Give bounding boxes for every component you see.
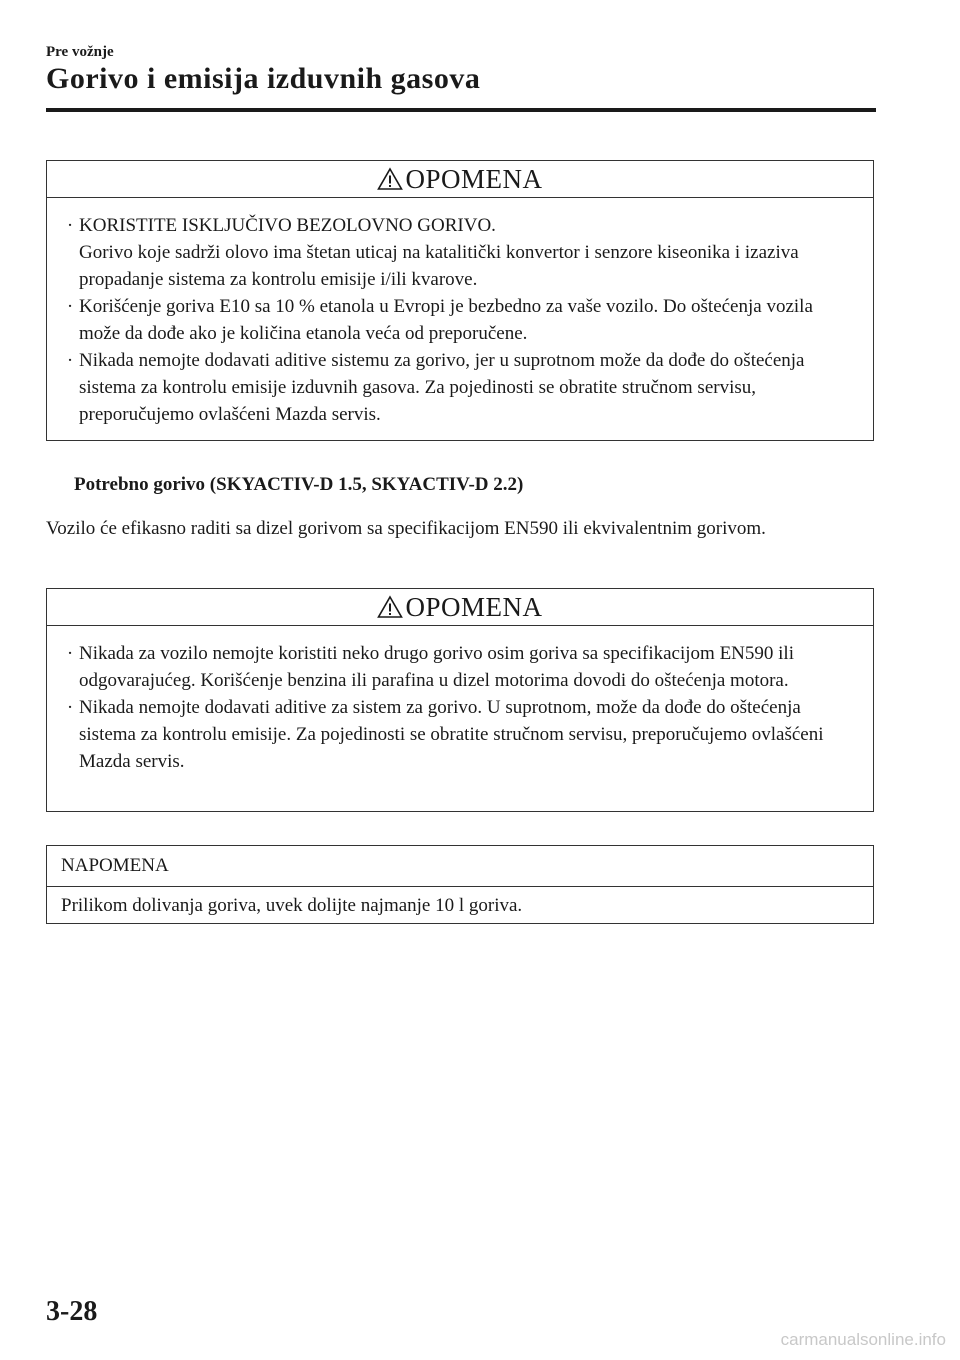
warning-item [61,694,853,775]
warning-item [61,347,853,428]
warning-item [61,212,853,293]
warning-box-1 [46,160,874,441]
warning-item-text: Korišćenje goriva E10 sa 10 % etanola u Evropi je bezbedno za vaše vozilo. Do oštećenja vozila može da dođe ako je količina etanola veća od preporučene. [79,296,813,344]
warning-item [61,640,853,694]
warning-item-text: Nikada nemojte dodavati aditive sistemu za gorivo, jer u suprotnom može da dođe do oštećenja sistema za kontrolu emisije izduvnih gasova. Za pojedinosti se obratite stručnom servisu, preporučujemo ovlašćeni Mazda servis. [79,350,805,425]
warning-body-2 [47,626,873,775]
bullet-dot: · [66,296,74,317]
warning-box-2 [46,588,874,812]
section-label: Pre vožnje [46,44,114,60]
note-text: Prilikom dolivanja goriva, uvek dolijte najmanje 10 l goriva. [61,894,523,916]
fuel-requirement-heading: Potrebno gorivo (SKYACTIV-D 1.5, SKYACTIV-D 2.2) [74,474,524,495]
bullet-dot: · [66,643,74,664]
warning-item [61,293,853,347]
bullet-dot: · [66,697,74,718]
watermark: carmanualsonline.info [780,1330,946,1349]
warning-item-text: Nikada za vozilo nemojte koristiti neko drugo gorivo osim goriva sa specifikacijom EN590 ili odgovarajućeg. Korišćenje benzina ili parafina u dizel motorima dovodi do oštećenja motora. [79,643,794,691]
warning-title-1: OPOMENA [405,163,543,194]
warning-triangle-icon [377,167,403,191]
warning-item-text: KORISTITE ISKLJUČIVO BEZOLOVNO GORIVO. Gorivo koje sadrži olovo ima štetan uticaj na katalitički konvertor i senzore kiseonika i izaziva propadanje sistema za kontrolu emisije i/ili kvarove. [79,215,799,290]
warning-header-1 [47,161,873,198]
warning-triangle-icon [377,595,403,619]
bullet-dot: · [66,350,74,371]
warning-title-2: OPOMENA [405,591,543,622]
fuel-requirement-paragraph: Vozilo će efikasno raditi sa dizel gorivom sa specifikacijom EN590 ili ekvivalentnim gorivom. [46,518,766,539]
warning-body-1 [47,198,873,428]
note-box [46,845,874,924]
bullet-dot: · [66,215,74,236]
page-number: 3-28 [46,1296,98,1327]
note-title: NAPOMENA [47,846,873,887]
title-rule [46,108,876,112]
warning-header-2 [47,589,873,626]
warning-item-text: Nikada nemojte dodavati aditive za sistem za gorivo. U suprotnom, može da dođe do oštećenja sistema za kontrolu emisije. Za pojedinosti se obratite stručnom servisu, preporučujemo ovlašćeni Mazda servis. [79,697,824,772]
page-title: Gorivo i emisija izduvnih gasova [46,62,481,95]
